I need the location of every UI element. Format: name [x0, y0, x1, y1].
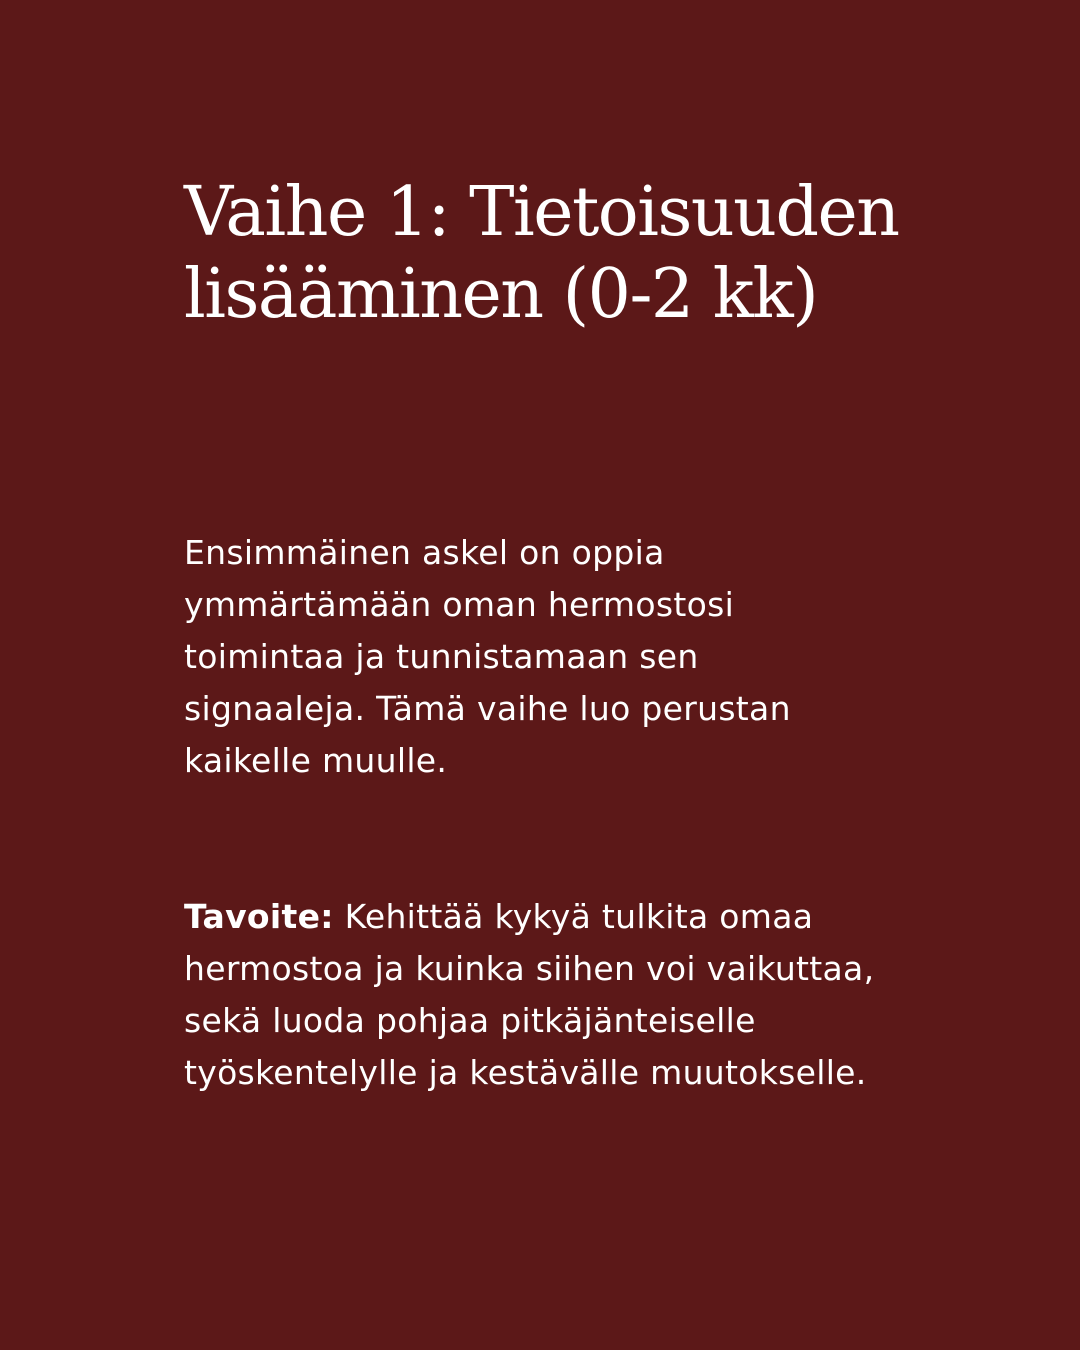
- intro-paragraph: [184, 527, 1004, 787]
- intro-line: Ensimmäinen askel on oppia: [184, 533, 665, 572]
- goal-label: Tavoite:: [184, 897, 334, 936]
- intro-line: toimintaa ja tunnistamaan sen: [184, 637, 699, 676]
- slide-title: [184, 172, 1004, 336]
- goal-line: hermostoa ja kuinka siihen voi vaikuttaa,: [184, 949, 875, 988]
- goal-line: työskentelylle ja kestävälle muutokselle.: [184, 1053, 867, 1092]
- intro-line: kaikelle muulle.: [184, 741, 448, 780]
- intro-line: ymmärtämään oman hermostosi: [184, 585, 735, 624]
- goal-first-line: [184, 891, 1004, 943]
- goal-text: Kehittää kykyä tulkita omaa: [333, 897, 814, 936]
- intro-line: signaaleja. Tämä vaihe luo perustan: [184, 689, 791, 728]
- title-line: Vaihe 1: Tietoisuuden: [184, 173, 899, 252]
- goal-paragraph: [184, 891, 1004, 1099]
- title-line: lisääminen (0-2 kk): [184, 255, 818, 334]
- goal-line: sekä luoda pohjaa pitkäjänteiselle: [184, 1001, 756, 1040]
